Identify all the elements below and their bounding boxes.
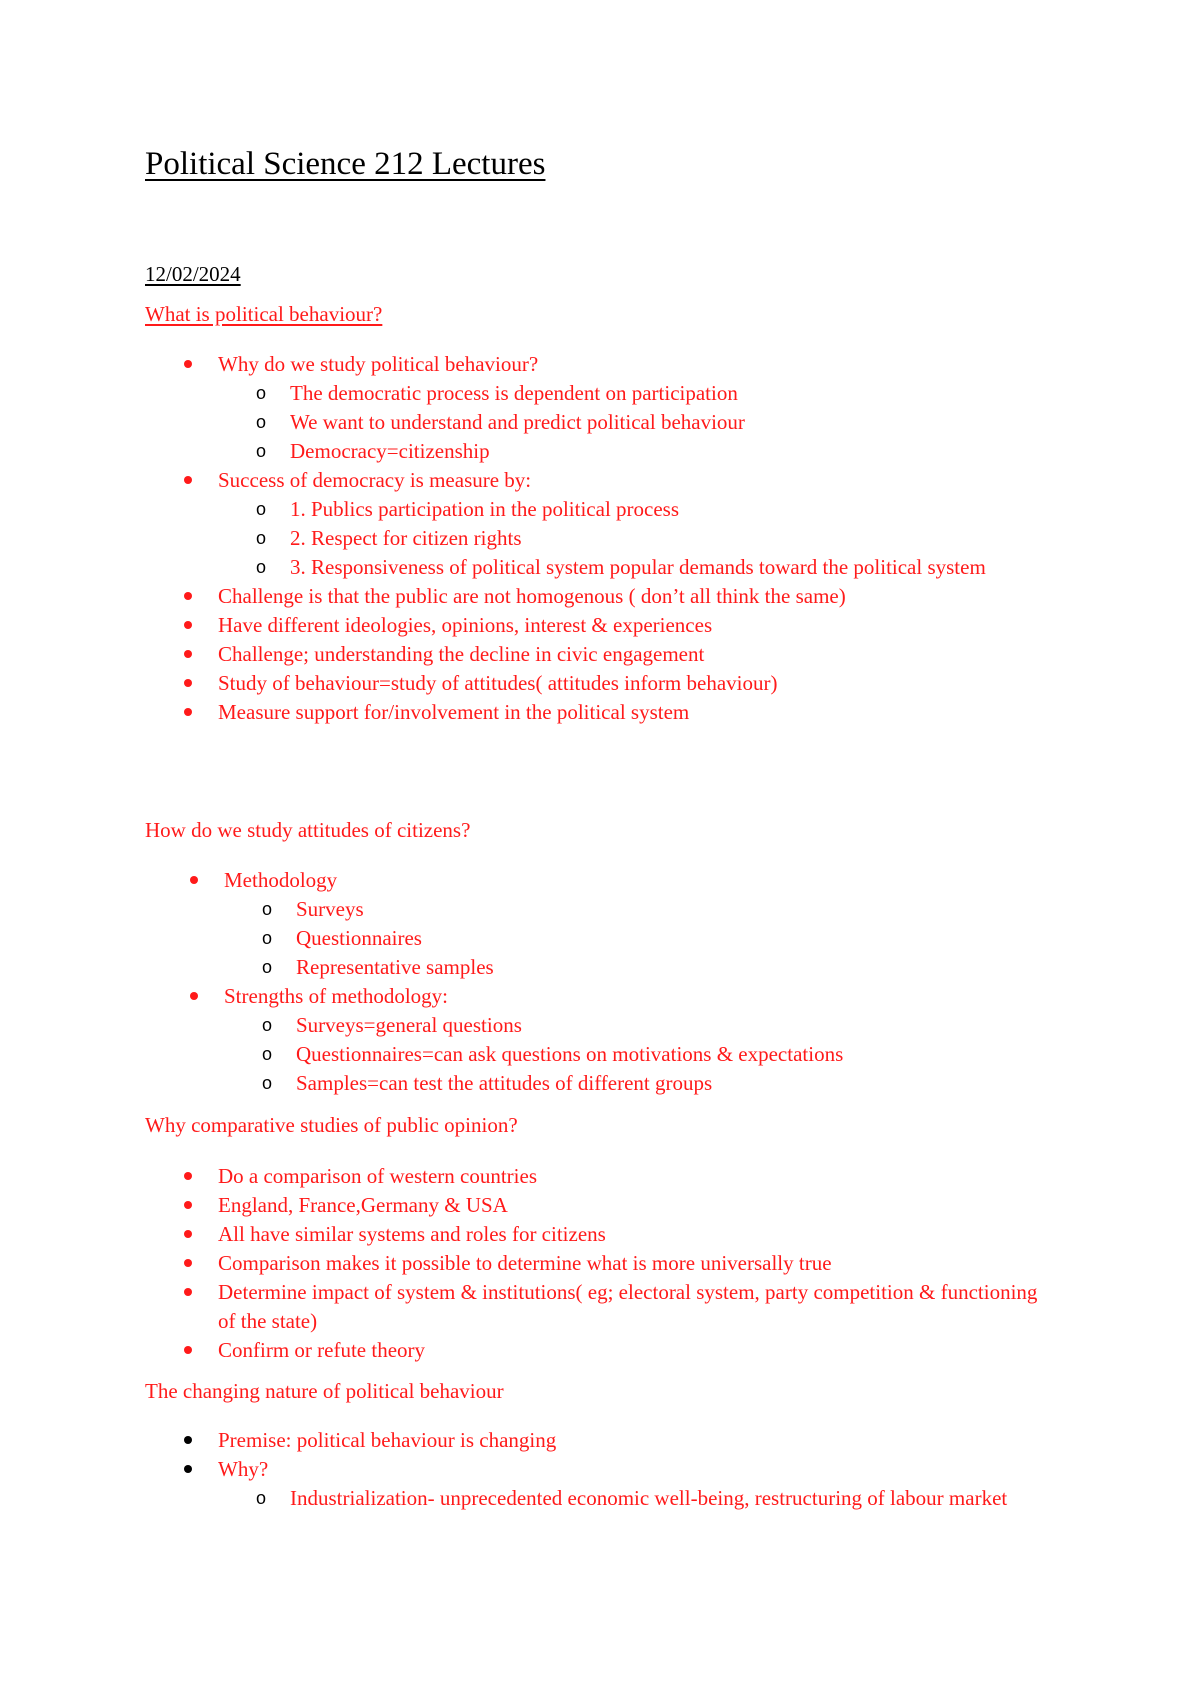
section-list-study-attitudes [0,866,1200,1098]
list-item-text: Challenge; understanding the decline in civic engagement [218,642,705,666]
circle-bullet-icon: o [262,899,273,919]
list-item [0,640,1200,669]
bullet-icon [184,621,192,629]
list-item-text: Challenge is that the public are not homogenous ( don’t all think the same) [218,584,846,608]
sub-list-item-text: Surveys=general questions [296,1013,522,1037]
circle-bullet-icon: o [256,1488,267,1508]
list-item-text: Do a comparison of western countries [218,1164,537,1188]
circle-bullet-icon: o [262,957,273,977]
circle-bullet-icon: o [262,1015,273,1035]
list-item [0,1336,1200,1365]
sub-list-item [256,1484,1060,1513]
document-title: Political Science 212 Lectures [145,146,546,182]
bullet-icon [184,592,192,600]
section-list-political-behaviour [0,350,1200,727]
list-item [0,866,1200,982]
sub-list-item-text: Surveys [296,897,364,921]
section-list-comparative-studies [0,1162,1200,1365]
bullet-icon [184,1172,192,1180]
list-item-text: Comparison makes it possible to determine what is more universally true [218,1251,832,1275]
list-item [0,466,1200,582]
list-item-text: Premise: political behaviour is changing [218,1428,557,1452]
list-item-text: All have similar systems and roles for citizens [218,1222,606,1246]
sub-list-item [256,553,1060,582]
list-item-text: Why do we study political behaviour? [218,352,539,376]
list-item-text: Have different ideologies, opinions, interest & experiences [218,613,713,637]
sub-list-item-text: Representative samples [296,955,494,979]
sub-list-item [256,379,1060,408]
sub-list-item [256,524,1060,553]
list-item [0,1191,1200,1220]
list-item-text: Study of behaviour=study of attitudes( attitudes inform behaviour) [218,671,778,695]
list-item-text: Success of democracy is measure by: [218,468,532,492]
sub-list-item [256,495,1060,524]
bullet-icon [184,1288,192,1296]
sub-list-item-text: 3. Responsiveness of political system popular demands toward the political system [290,555,986,579]
sub-list-item-text: Industrialization- unprecedented economic well-being, restructuring of labour market [290,1486,1008,1510]
bullet-icon [190,992,198,1000]
list-item [0,1426,1200,1455]
circle-bullet-icon: o [256,383,267,403]
circle-bullet-icon: o [262,1044,273,1064]
lecture-date: 12/02/2024 [145,262,241,286]
list-item [0,1249,1200,1278]
bullet-icon [184,1201,192,1209]
list-item [0,1220,1200,1249]
sub-list-item-text: We want to understand and predict political behaviour [290,410,745,434]
section-heading-political-behaviour: What is political behaviour? [145,302,383,326]
list-item-text: Confirm or refute theory [218,1338,426,1362]
list-item-text: Determine impact of system & institutions( eg; electoral system, party competition & functioning of the state) [218,1280,1038,1333]
sub-list-item-text: The democratic process is dependent on participation [290,381,738,405]
bullet-icon [184,1259,192,1267]
circle-bullet-icon: o [262,928,273,948]
section-heading-study-attitudes: How do we study attitudes of citizens? [145,818,471,842]
bullet-icon [184,360,192,368]
list-item [0,1278,1200,1336]
list-item [0,350,1200,466]
bullet-icon [184,1436,192,1444]
list-item [0,669,1200,698]
list-item [0,582,1200,611]
sub-list-item [262,1011,1060,1040]
section-heading-comparative-studies: Why comparative studies of public opinion? [145,1113,518,1137]
sub-list-item [262,953,1060,982]
list-item-text: Measure support for/involvement in the political system [218,700,690,724]
bullet-icon [184,1465,192,1473]
bullet-icon [184,476,192,484]
sub-list-item-text: Questionnaires [296,926,422,950]
sub-list-item [262,924,1060,953]
list-item [0,1455,1200,1513]
sub-list-item-text: Questionnaires=can ask questions on motivations & expectations [296,1042,844,1066]
list-item [0,1162,1200,1191]
sub-list-item-text: 1. Publics participation in the political process [290,497,680,521]
bullet-icon [184,679,192,687]
sub-list-item [256,408,1060,437]
sub-list-item [256,437,1060,466]
list-item-text: England, France,Germany & USA [218,1193,508,1217]
list-item-text: Why? [218,1457,269,1481]
sub-list-item [262,1069,1060,1098]
bullet-icon [184,1346,192,1354]
sub-list-item-text: 2. Respect for citizen rights [290,526,522,550]
circle-bullet-icon: o [262,1073,273,1093]
circle-bullet-icon: o [256,557,267,577]
circle-bullet-icon: o [256,499,267,519]
sub-list-item [262,1040,1060,1069]
bullet-icon [184,650,192,658]
list-item [0,982,1200,1098]
circle-bullet-icon: o [256,528,267,548]
bullet-icon [184,1230,192,1238]
sub-list-item-text: Democracy=citizenship [290,439,490,463]
section-heading-changing-nature: The changing nature of political behaviour [145,1379,504,1403]
list-item [0,698,1200,727]
sub-list-item-text: Samples=can test the attitudes of different groups [296,1071,713,1095]
sub-list-item [262,895,1060,924]
bullet-icon [184,708,192,716]
circle-bullet-icon: o [256,441,267,461]
list-item [0,611,1200,640]
circle-bullet-icon: o [256,412,267,432]
section-list-changing-nature [0,1426,1200,1513]
list-item-text: Strengths of methodology: [224,984,448,1008]
bullet-icon [190,876,198,884]
list-item-text: Methodology [224,868,338,892]
